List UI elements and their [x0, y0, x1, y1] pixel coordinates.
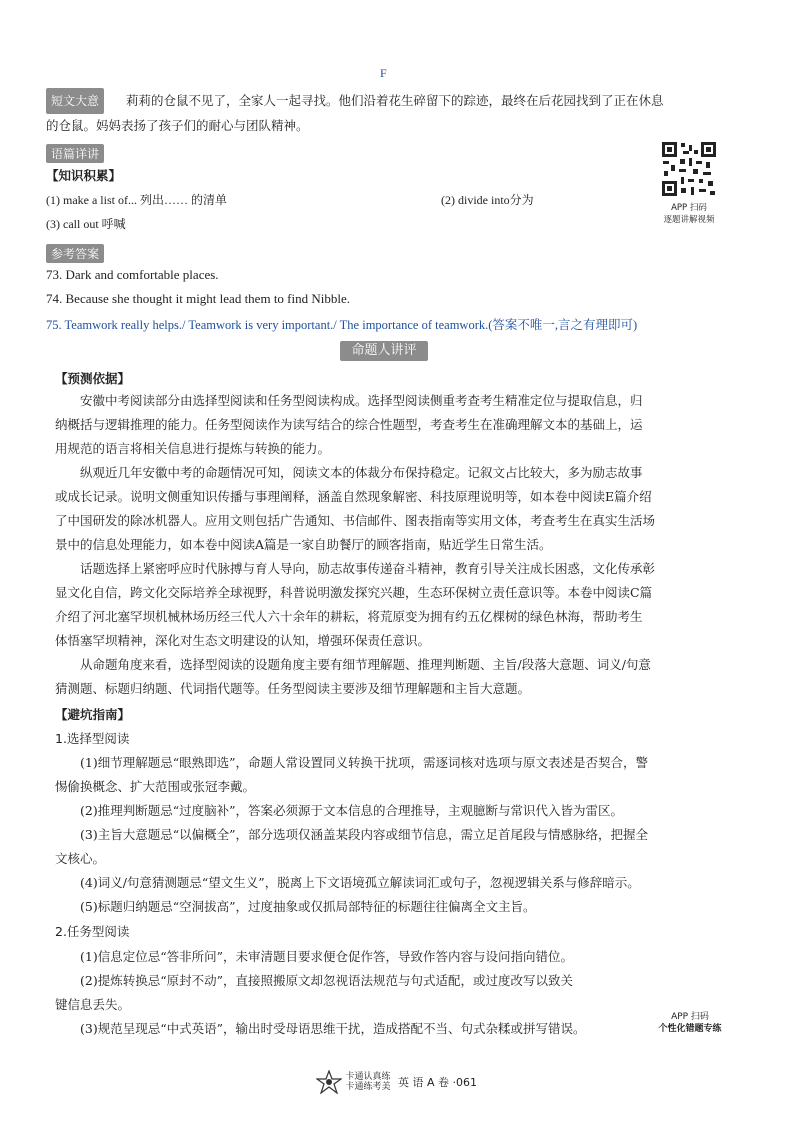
answer-73: 73. Dark and comfortable places.: [46, 267, 219, 282]
commentary-banner: 命题人讲评: [340, 341, 428, 361]
p1-line2: 纳概括与逻辑推理的能力。任务型阅读作为读写结合的综合性题型，考查考生在准确理解文本的基础上，运: [55, 417, 643, 432]
summary-text-line1: 莉莉的仓鼠不见了，全家人一起寻找。他们沿着花生碎留下的踪迹，最终在后花园找到了正在休息: [126, 93, 664, 108]
page-number: 英 语 A 卷 ·061: [398, 1076, 478, 1089]
s2-item2-line2: 键信息丢失。: [55, 997, 131, 1012]
p3-line4: 体悟塞罕坝精神，深化对生态文明建设的认知，增强环保责任意识。: [55, 633, 431, 648]
detail-tag: 语篇详讲: [46, 144, 104, 163]
app-caption-line1: APP 扫码: [671, 1012, 709, 1022]
knowledge-item-3: (3) call out 呼喊: [46, 217, 126, 231]
brand-line1: 卡通认真练: [345, 1072, 391, 1082]
guide-title: 【避坑指南】: [55, 707, 131, 722]
qr-caption: [640, 202, 738, 226]
section2-title: 2.任务型阅读: [55, 924, 130, 939]
s1-item1-line2: 惕偷换概念、扩大范围或张冠李戴。: [55, 779, 256, 794]
summary-block: [46, 88, 726, 138]
p1-line1: 安徽中考阅读部分由选择型阅读和任务型阅读构成。选择型阅读侧重考查考生精准定位与提取信息，归: [80, 393, 643, 408]
brand-text: [346, 1072, 391, 1092]
p3-line3: 介绍了河北塞罕坝机械林场历经三代人六十余年的耕耘，将荒原变为拥有约五亿棵树的绿色林海，帮助考生: [55, 609, 643, 624]
knowledge-item-1: (1) make a list of... 列出…… 的清单: [46, 193, 227, 207]
brand-logo-icon: [316, 1070, 342, 1094]
p3-line2: 显文化自信，跨文化交际培养全球视野，科普说明激发探究兴趣，生态环保树立责任意识等。本卷中阅读C篇: [55, 585, 653, 600]
qr-code-icon[interactable]: [661, 141, 717, 197]
s1-item2: (2)推理判断题忌“过度脑补”，答案必须源于文本信息的合理推导，主观臆断与常识代入皆为雷区。: [80, 803, 623, 818]
p2-line4: 景中的信息处理能力，如本卷中阅读A篇是一家自助餐厅的顾客指南，贴近学生日常生活。: [55, 537, 552, 552]
answer-74: 74. Because she thought it might lead them to find Nibble.: [46, 291, 351, 306]
qr-caption-line1: APP 扫码: [671, 203, 707, 213]
p4-line1: 从命题角度来看，选择型阅读的设题角度主要有细节理解题、推理判断题、主旨/段落大意题、词义/句意: [80, 657, 651, 672]
detail-tag-row: [46, 143, 104, 163]
app-caption[interactable]: [640, 1011, 740, 1035]
s2-item2-line1: (2)提炼转换忌“原封不动”，直接照搬原文却忽视语法规范与句式适配，或过度改写以致关: [80, 973, 573, 988]
brand-line2: 卡通练考美: [345, 1082, 391, 1092]
basis-title: 【预测依据】: [55, 371, 131, 386]
p2-line2: 或成长记录。说明文侧重知识传播与事理阐释，涵盖自然现象解密、科技原理说明等，如本卷中阅读E篇介绍: [55, 489, 652, 504]
answers-tag: 参考答案: [46, 244, 104, 263]
summary-text-line2: 的仓鼠。妈妈表扬了孩子们的耐心与团队精神。: [46, 118, 309, 133]
p2-line1: 纵观近几年安徽中考的命题情况可知，阅读文本的体裁分布保持稳定。记叙文占比较大，多为励志故事: [80, 465, 643, 480]
knowledge-title: 【知识积累】: [46, 168, 122, 183]
basis-paragraph-1: [55, 389, 725, 413]
section1-title: 1.选择型阅读: [55, 731, 130, 746]
answer-75: 75. Teamwork really helps./ Teamwork is very important./ The importance of teamwork.(答案不唯一,言之有理即可): [46, 318, 638, 332]
s1-item1-line1: (1)细节理解题忌“眼熟即选”，命题人常设置同义转换干扰项，需逐词核对选项与原文表述是否契合，警: [80, 755, 648, 770]
p1-line3: 用规范的语言将相关信息进行提炼与转换的能力。: [55, 441, 331, 456]
page-section-letter: F: [380, 66, 387, 80]
p3-line1: 话题选择上紧密呼应时代脉搏与育人导向，励志故事传递奋斗精神，教育引导关注成长困惑，文化传承彰: [80, 561, 656, 576]
s1-item3-line1: (3)主旨大意题忌“以偏概全”，部分选项仅涵盖某段内容或细节信息，需立足首尾段与情感脉络，把握全: [80, 827, 648, 842]
s2-item1: (1)信息定位忌“答非所问”，未审清题目要求便仓促作答，导致作答内容与设问指向错位。: [80, 949, 573, 964]
qr-caption-line2: 逐题讲解视频: [663, 215, 715, 225]
knowledge-item-2: (2) divide into分为: [441, 193, 534, 207]
app-caption-line2: 个性化错题专练: [658, 1024, 722, 1034]
s1-item5: (5)标题归纳题忌“空洞拔高”，过度抽象或仅抓局部特征的标题往往偏离全文主旨。: [80, 899, 536, 914]
p4-line2: 猜测题、标题归纳题、代词指代题等。任务型阅读主要涉及细节理解题和主旨大意题。: [55, 681, 531, 696]
p2-line3: 了中国研发的除冰机器人。应用文则包括广告通知、书信邮件、图表指南等实用文体，考查考生在真实生活场: [55, 513, 656, 528]
s1-item3-line2: 文核心。: [55, 851, 106, 866]
summary-tag: 短文大意: [46, 88, 104, 114]
answers-tag-row: [46, 243, 104, 263]
page-footer: [316, 1070, 477, 1094]
s2-item3: (3)规范呈现忌“中式英语”，输出时受母语思维干扰，造成搭配不当、句式杂糅或拼写错误。: [80, 1021, 586, 1036]
s1-item4: (4)词义/句意猜测题忌“望文生义”，脱离上下文语境孤立解读词汇或句子，忽视逻辑关系与修辞暗示。: [80, 875, 640, 890]
